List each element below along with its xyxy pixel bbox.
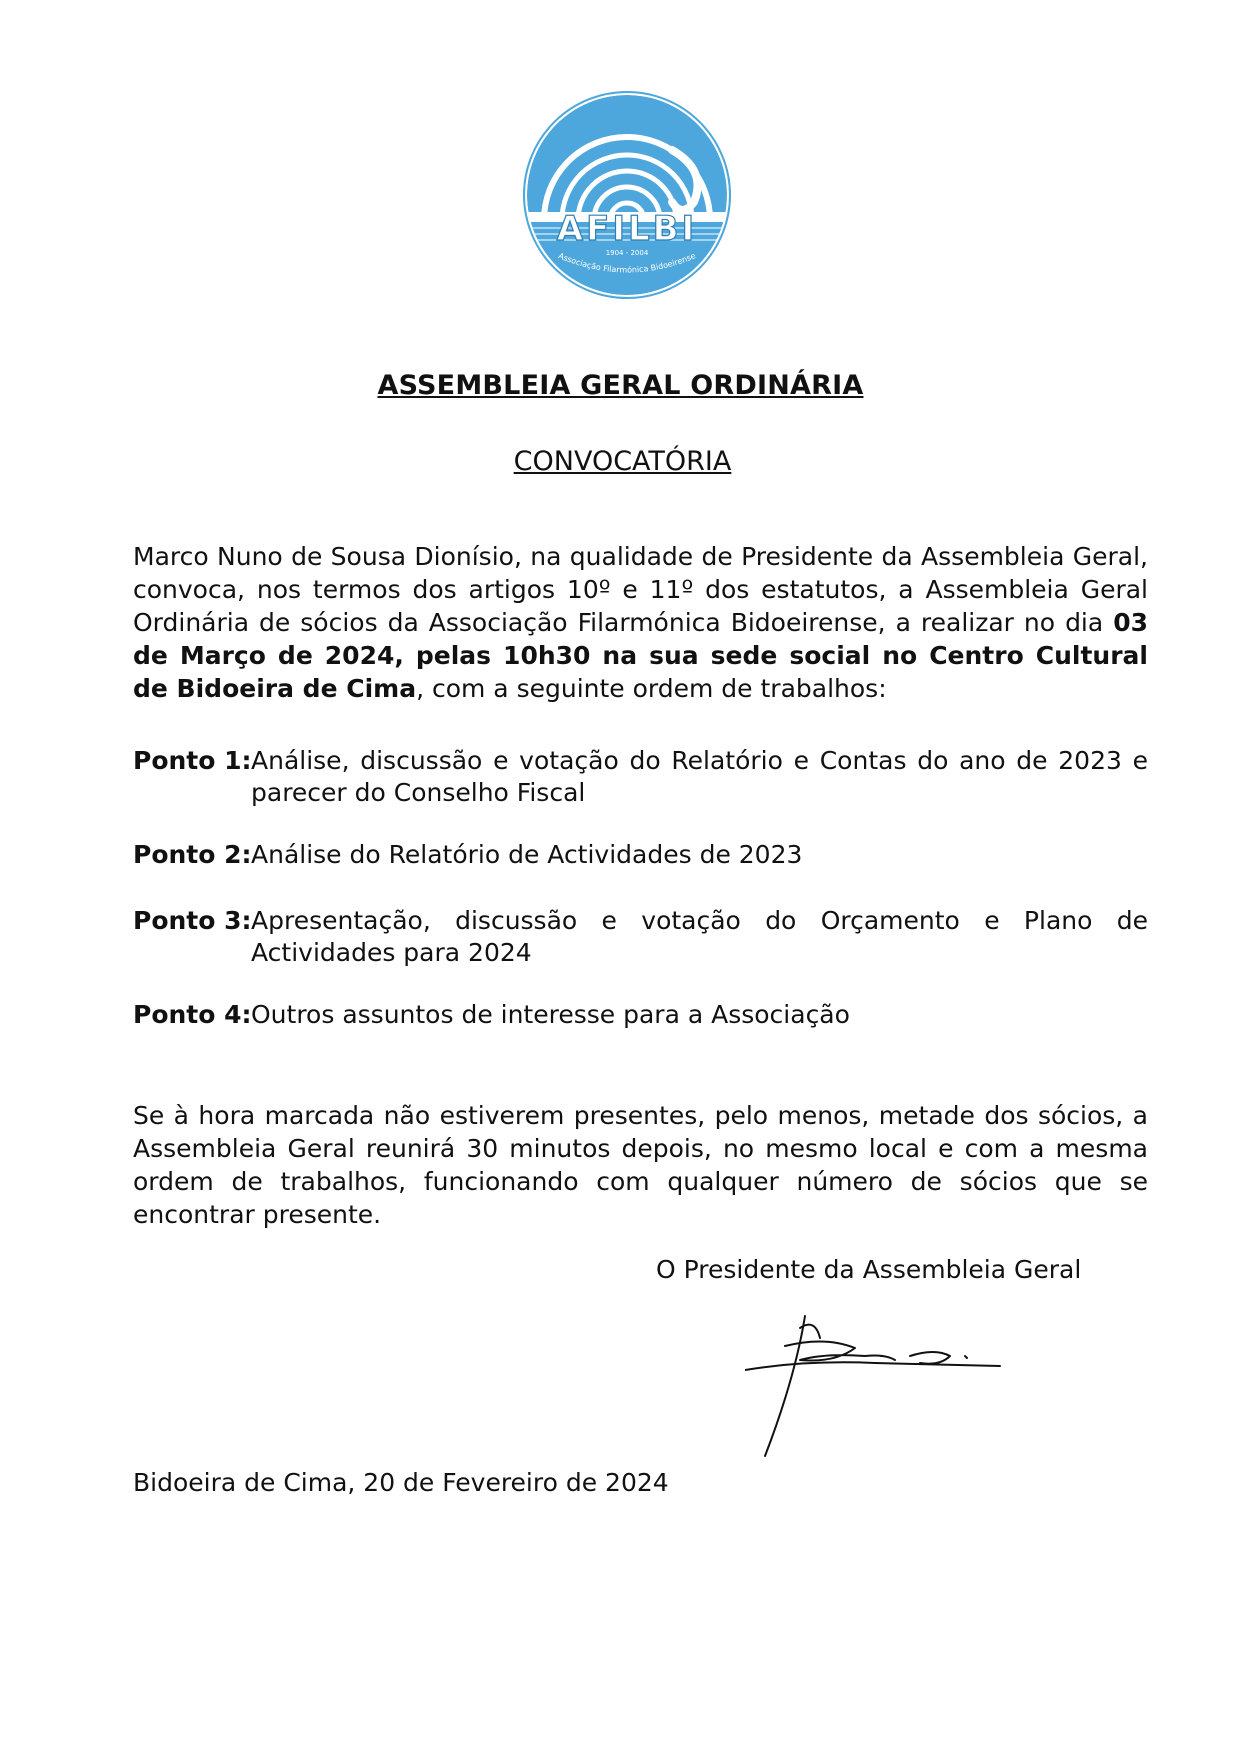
intro-paragraph xyxy=(133,540,1148,705)
svg-text:AFILBI: AFILBI xyxy=(556,209,698,249)
agenda-point-label: Ponto 1: xyxy=(133,746,252,775)
agenda-point-text: Apresentação, discussão e votação do Orçamento e Plano de Actividades para 2024 xyxy=(251,906,1148,967)
place-and-date: Bidoeira de Cima, 20 de Fevereiro de 2024 xyxy=(133,1468,669,1497)
document-title: ASSEMBLEIA GERAL ORDINÁRIA xyxy=(377,370,864,401)
agenda-point-label: Ponto 4: xyxy=(133,1000,252,1029)
agenda-point xyxy=(133,905,1148,969)
intro-text-end: , com a seguinte ordem de trabalhos: xyxy=(416,674,887,703)
svg-text:Associação Filarmónica Bidoeir: Associação Filarmónica Bidoeirense xyxy=(557,251,697,275)
agenda-point xyxy=(133,745,1148,809)
quorum-paragraph: Se à hora marcada não estiverem presentes, pelo menos, metade dos sócios, a Assembleia Geral reunirá 30 minutos depois, no mesmo local e com a mesma ordem de trabalhos, funcionando com qualquer número de sócios que se encontrar presente. xyxy=(133,1101,1148,1229)
handwritten-signature xyxy=(745,1308,1025,1458)
signer-title: O Presidente da Assembleia Geral xyxy=(656,1255,1082,1284)
agenda-point-label: Ponto 3: xyxy=(133,906,252,935)
agenda-point-text: Análise, discussão e votação do Relatório e Contas do ano de 2023 e parecer do Conselho Fiscal xyxy=(251,746,1148,807)
meeting-details: 03 de Março de 2024, pelas 10h30 na sua sede social no Centro Cultural de Bidoeira de Cima xyxy=(133,608,1148,703)
svg-text:1904 - 2004: 1904 - 2004 xyxy=(605,249,649,257)
intro-text: Marco Nuno de Sousa Dionísio, na qualidade de Presidente da Assembleia Geral, convoca, nos termos dos artigos 10º e 11º dos estatutos, a Assembleia Geral Ordinária de sócios da Associação Filarmónica Bidoeirense, a realizar no dia xyxy=(133,542,1148,637)
agenda-point-text: Outros assuntos de interesse para a Associação xyxy=(251,1000,850,1029)
agenda-point-label: Ponto 2: xyxy=(133,840,252,869)
agenda-point-text: Análise do Relatório de Actividades de 2023 xyxy=(251,840,803,869)
document-subtitle: CONVOCATÓRIA xyxy=(513,446,732,477)
agenda-point xyxy=(133,999,1148,1031)
afilbi-logo xyxy=(522,90,732,300)
agenda-point xyxy=(133,839,1148,871)
